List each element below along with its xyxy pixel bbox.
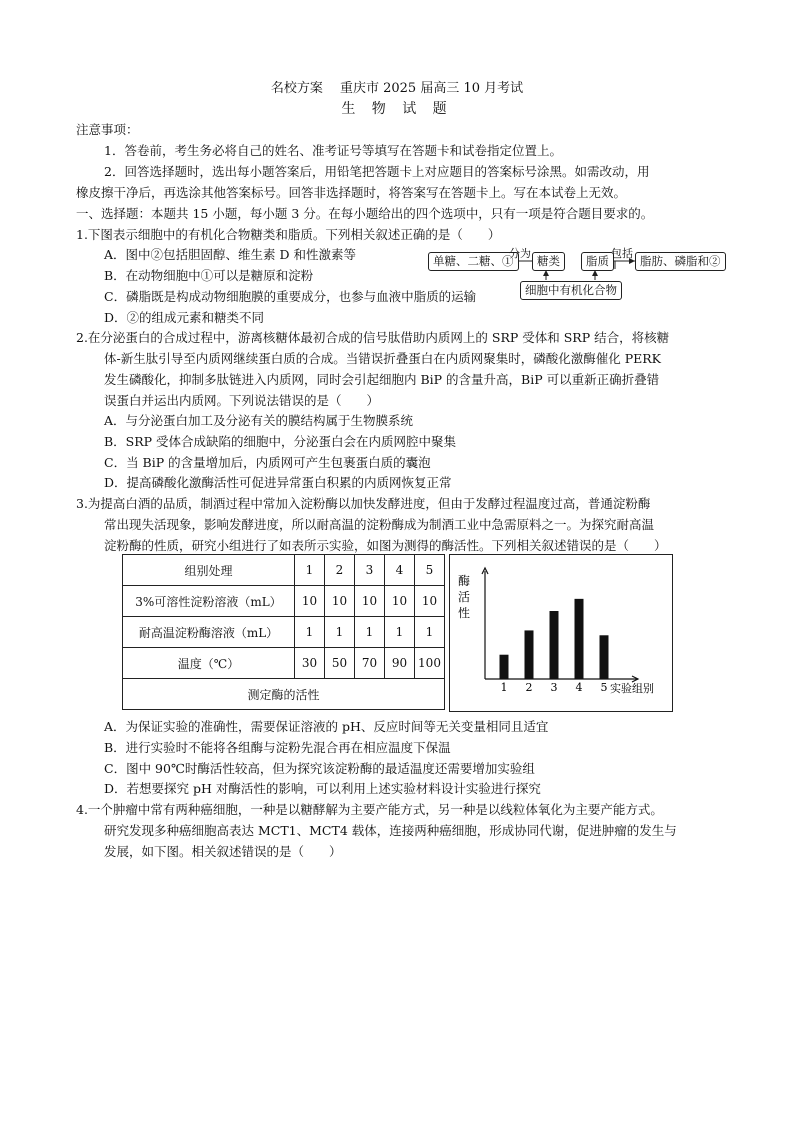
x-tick-label: 2	[525, 681, 533, 694]
label-include: 包括	[611, 247, 633, 260]
table-group-1: 1	[295, 555, 325, 586]
x-tick-label: 3	[550, 681, 558, 694]
table-row-enzyme	[123, 617, 445, 648]
q3-line-2: 常出现失活现象，影响发酵进度，所以耐高温的淀粉酶成为制酒工业中急需原料之一。为探究耐高温	[104, 517, 655, 532]
table-cell: 1	[295, 617, 325, 648]
table-cell: 10	[385, 586, 415, 617]
table-row-label: 3%可溶性淀粉溶液（mL）	[123, 586, 295, 617]
q1-option-c: C．磷脂既是构成动物细胞膜的重要成分，也参与血液中脂质的运输	[104, 289, 477, 304]
q3-option-d: D．若想要探究 pH 对酶活性的影响，可以利用上述实验材料设计实验进行探究	[104, 781, 541, 796]
q3-chart-panel	[449, 554, 673, 712]
x-tick-label: 5	[600, 681, 608, 694]
table-group-2: 2	[325, 555, 355, 586]
q1-option-b: B．在动物细胞中①可以是糖原和淀粉	[104, 268, 314, 283]
table-head-label: 组别处理	[123, 555, 295, 586]
box-monosaccharides: 单糖、二糖、①	[428, 252, 519, 271]
q3-option-b: B．进行实验时不能将各组酶与淀粉先混合再在相应温度下保温	[104, 740, 451, 755]
table-group-3: 3	[355, 555, 385, 586]
q2-line-1: 2.在分泌蛋白的合成过程中，游离核糖体最初合成的信号肽借助内质网上的 SRP 受体和 SRP 结合，将核糖	[76, 330, 670, 345]
q2-option-d: D．提高磷酸化激酶活性可促进异常蛋白积累的内质网恢复正常	[104, 475, 452, 490]
table-footer: 测定酶的活性	[123, 679, 445, 710]
bar-5	[600, 635, 609, 679]
table-row-header	[123, 555, 445, 586]
q1-option-d: D．②的组成元素和糖类不同	[104, 310, 265, 325]
table-cell: 10	[325, 586, 355, 617]
y-axis-label: 活	[457, 590, 471, 604]
table-cell: 1	[385, 617, 415, 648]
table-cell: 1	[325, 617, 355, 648]
bar-2	[525, 630, 534, 679]
q3-line-3: 淀粉酶的性质，研究小组进行了如表所示实验，如图为测得的酶活性。下列相关叙述错误的是（ ）	[104, 538, 667, 553]
table-group-4: 4	[385, 555, 415, 586]
q2-line-4: 误蛋白并运出内质网。下列说法错误的是（ ）	[104, 393, 380, 408]
exam-header: 名校方案 重庆市 2025 届高三 10 月考试	[270, 81, 524, 96]
q2-option-b: B．SRP 受体合成缺陷的细胞中，分泌蛋白会在内质网腔中聚集	[104, 434, 457, 449]
x-tick-label: 1	[500, 681, 508, 694]
notes-heading: 注意事项：	[76, 122, 139, 137]
exam-subject-title: 生 物 试 题	[341, 101, 453, 117]
q1-option-a: A．图中②包括胆固醇、维生素 D 和性激素等	[104, 247, 356, 262]
q2-line-2: 体-新生肽引导至内质网继续蛋白质的合成。当错误折叠蛋白在内质网聚集时，磷酸化激酶催化 PERK	[104, 351, 661, 366]
q3-option-a: A．为保证实验的准确性，需要保证溶液的 pH、反应时间等无关变量相同且适宜	[104, 719, 549, 734]
notes-item-2-cont: 橡皮擦干净后，再选涂其他答案标号。回答非选择题时，将答案写在答题卡上。写在本试卷上无效。	[76, 185, 627, 200]
table-cell: 10	[415, 586, 445, 617]
table-cell: 1	[415, 617, 445, 648]
bar-1	[500, 655, 509, 679]
section-heading: 一、选择题：本题共 15 小题，每小题 3 分。在每小题给出的四个选项中，只有一项是符合题目要求的。	[76, 206, 654, 221]
box-sugar: 糖类	[532, 252, 565, 271]
q1-stem: 1.下图表示细胞中的有机化合物糖类和脂质。下列相关叙述正确的是（ ）	[76, 227, 501, 242]
y-axis-label: 性	[457, 606, 471, 620]
notes-item-1: 1．答卷前，考生务必将自己的姓名、准考证号等填写在答题卡和试卷指定位置上。	[104, 143, 562, 158]
table-cell: 70	[355, 648, 385, 679]
q3-option-c: C．图中 90℃时酶活性较高，但为探究该淀粉酶的最适温度还需要增加实验组	[104, 761, 535, 776]
q4-line-2: 研究发现多种癌细胞高表达 MCT1、MCT4 载体，连接两种癌细胞，形成协同代谢，促进肿瘤的发生与	[104, 823, 677, 838]
q3-line-1: 3.为提高白酒的品质，制酒过程中常加入淀粉酶以加快发酵进度，但由于发酵过程温度过高，普通淀粉酶	[76, 496, 651, 511]
x-tick-label: 4	[575, 681, 583, 694]
table-row-starch	[123, 586, 445, 617]
table-cell: 30	[295, 648, 325, 679]
bar-3	[550, 611, 559, 679]
q4-line-3: 发展，如下图。相关叙述错误的是（ ）	[104, 844, 342, 859]
table-cell: 90	[385, 648, 415, 679]
table-cell: 50	[325, 648, 355, 679]
x-axis-label: 实验组别	[610, 682, 654, 695]
y-axis-label: 酶	[457, 574, 471, 588]
q4-line-1: 4.一个肿瘤中常有两种癌细胞，一种是以糖酵解为主要产能方式，另一种是以线粒体氧化为主要产能方式。	[76, 802, 663, 817]
table-cell: 100	[415, 648, 445, 679]
label-divide: 分为	[509, 247, 531, 260]
box-fat: 脂肪、磷脂和②	[635, 252, 726, 271]
bar-4	[575, 599, 584, 679]
table-row-label: 温度（℃）	[123, 648, 295, 679]
q2-line-3: 发生磷酸化，抑制多肽链进入内质网，同时会引起细胞内 BiP 的含量升高，BiP 可以重新正确折叠错	[104, 372, 660, 387]
table-cell: 10	[295, 586, 325, 617]
enzyme-activity-chart	[450, 555, 672, 711]
table-row-footer	[123, 679, 445, 710]
table-cell: 10	[355, 586, 385, 617]
table-group-5: 5	[415, 555, 445, 586]
box-lipid: 脂质	[581, 252, 614, 271]
q2-option-c: C．当 BiP 的含量增加后，内质网可产生包裹蛋白质的囊泡	[104, 455, 431, 470]
table-row-temperature	[123, 648, 445, 679]
table-row-label: 耐高温淀粉酶溶液（mL）	[123, 617, 295, 648]
q2-option-a: A．与分泌蛋白加工及分泌有关的膜结构属于生物膜系统	[104, 413, 414, 428]
box-root: 细胞中有机化合物	[520, 281, 622, 300]
notes-item-2: 2．回答选择题时，选出每小题答案后，用铅笔把答题卡上对应题目的答案标号涂黑。如需改动，用	[104, 164, 650, 179]
q3-experiment-table	[122, 554, 445, 710]
table-cell: 1	[355, 617, 385, 648]
